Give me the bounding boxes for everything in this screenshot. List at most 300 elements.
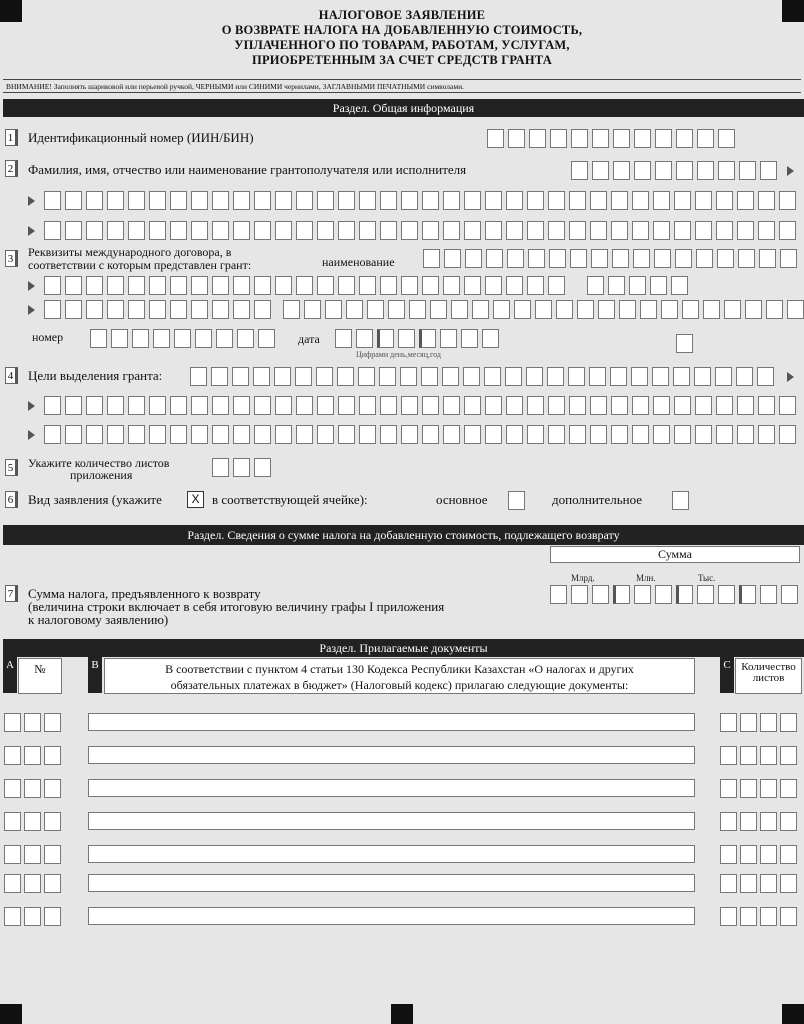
char-cell[interactable]	[780, 845, 797, 864]
char-cell[interactable]	[107, 396, 124, 415]
char-cell[interactable]	[527, 191, 544, 210]
char-cell[interactable]	[740, 779, 757, 798]
char-cell[interactable]	[90, 329, 107, 348]
char-cell[interactable]	[592, 161, 609, 180]
document-number-input[interactable]	[4, 746, 64, 765]
char-cell[interactable]	[212, 221, 229, 240]
char-cell[interactable]	[296, 191, 313, 210]
char-cell[interactable]	[233, 221, 250, 240]
char-cell[interactable]	[461, 329, 478, 348]
char-cell[interactable]	[24, 713, 41, 732]
char-cell[interactable]	[717, 249, 734, 268]
document-name-input[interactable]	[88, 779, 695, 797]
char-cell[interactable]	[506, 221, 523, 240]
char-cell[interactable]	[359, 191, 376, 210]
char-cell[interactable]	[528, 249, 545, 268]
char-cell[interactable]	[464, 396, 481, 415]
char-cell[interactable]	[673, 367, 690, 386]
char-cell[interactable]	[44, 191, 61, 210]
char-cell[interactable]	[760, 845, 777, 864]
document-number-input[interactable]	[4, 907, 64, 926]
char-cell[interactable]	[569, 221, 586, 240]
grantee-name-input-line-3[interactable]	[44, 221, 800, 240]
char-cell[interactable]	[780, 713, 797, 732]
char-cell[interactable]	[613, 129, 630, 148]
char-cell[interactable]	[170, 396, 187, 415]
char-cell[interactable]	[212, 191, 229, 210]
char-cell[interactable]	[653, 221, 670, 240]
char-cell[interactable]	[128, 300, 145, 319]
char-cell[interactable]	[253, 367, 270, 386]
char-cell[interactable]	[592, 585, 609, 604]
char-cell[interactable]	[24, 812, 41, 831]
char-cell[interactable]	[632, 221, 649, 240]
char-cell[interactable]	[316, 367, 333, 386]
char-cell[interactable]	[591, 249, 608, 268]
char-cell[interactable]	[737, 425, 754, 444]
grant-purpose-input-line-2[interactable]	[44, 396, 800, 415]
char-cell[interactable]	[430, 300, 447, 319]
char-cell[interactable]	[569, 191, 586, 210]
char-cell[interactable]	[296, 396, 313, 415]
document-sheets-input[interactable]	[720, 907, 800, 926]
char-cell[interactable]	[780, 907, 797, 926]
char-cell[interactable]	[401, 425, 418, 444]
grant-purpose-input-line-1[interactable]	[190, 367, 778, 386]
char-cell[interactable]	[527, 276, 544, 295]
char-cell[interactable]	[254, 276, 271, 295]
char-cell[interactable]	[720, 907, 737, 926]
char-cell[interactable]	[304, 300, 321, 319]
char-cell[interactable]	[611, 191, 628, 210]
char-cell[interactable]	[233, 276, 250, 295]
document-sheets-input[interactable]	[720, 779, 800, 798]
char-cell[interactable]	[766, 300, 783, 319]
char-cell[interactable]	[482, 329, 499, 348]
char-cell[interactable]	[451, 300, 468, 319]
char-cell[interactable]	[759, 249, 776, 268]
char-cell[interactable]	[661, 300, 678, 319]
treaty-number-input[interactable]	[90, 329, 279, 348]
char-cell[interactable]	[254, 396, 271, 415]
document-name-input[interactable]	[88, 907, 695, 925]
char-cell[interactable]	[275, 396, 292, 415]
char-cell[interactable]	[295, 367, 312, 386]
char-cell[interactable]	[780, 779, 797, 798]
char-cell[interactable]	[653, 396, 670, 415]
char-cell[interactable]	[377, 329, 394, 348]
char-cell[interactable]	[149, 396, 166, 415]
char-cell[interactable]	[423, 249, 440, 268]
char-cell[interactable]	[44, 713, 61, 732]
char-cell[interactable]	[44, 300, 61, 319]
char-cell[interactable]	[463, 367, 480, 386]
char-cell[interactable]	[724, 300, 741, 319]
treaty-extra-checkbox[interactable]	[676, 334, 697, 353]
char-cell[interactable]	[610, 367, 627, 386]
char-cell[interactable]	[631, 367, 648, 386]
char-cell[interactable]	[571, 161, 588, 180]
char-cell[interactable]	[107, 300, 124, 319]
char-cell[interactable]	[170, 191, 187, 210]
char-cell[interactable]	[191, 221, 208, 240]
char-cell[interactable]	[548, 425, 565, 444]
char-cell[interactable]	[338, 276, 355, 295]
char-cell[interactable]	[505, 367, 522, 386]
char-cell[interactable]	[4, 713, 21, 732]
char-cell[interactable]	[655, 129, 672, 148]
char-cell[interactable]	[737, 191, 754, 210]
char-cell[interactable]	[380, 276, 397, 295]
char-cell[interactable]	[570, 249, 587, 268]
char-cell[interactable]	[443, 276, 460, 295]
char-cell[interactable]	[232, 367, 249, 386]
char-cell[interactable]	[671, 276, 688, 295]
document-number-input[interactable]	[4, 812, 64, 831]
char-cell[interactable]	[44, 907, 61, 926]
char-cell[interactable]	[211, 367, 228, 386]
char-cell[interactable]	[212, 458, 229, 477]
char-cell[interactable]	[485, 276, 502, 295]
char-cell[interactable]	[317, 396, 334, 415]
char-cell[interactable]	[548, 396, 565, 415]
char-cell[interactable]	[740, 845, 757, 864]
char-cell[interactable]	[149, 191, 166, 210]
char-cell[interactable]	[212, 425, 229, 444]
char-cell[interactable]	[149, 425, 166, 444]
char-cell[interactable]	[338, 191, 355, 210]
char-cell[interactable]	[44, 221, 61, 240]
char-cell[interactable]	[233, 396, 250, 415]
char-cell[interactable]	[44, 396, 61, 415]
char-cell[interactable]	[758, 221, 775, 240]
document-name-input[interactable]	[88, 713, 695, 731]
char-cell[interactable]	[568, 367, 585, 386]
char-cell[interactable]	[506, 396, 523, 415]
char-cell[interactable]	[4, 907, 21, 926]
char-cell[interactable]	[4, 746, 21, 765]
char-cell[interactable]	[632, 425, 649, 444]
char-cell[interactable]	[65, 191, 82, 210]
char-cell[interactable]	[443, 191, 460, 210]
char-cell[interactable]	[465, 249, 482, 268]
char-cell[interactable]	[296, 276, 313, 295]
treaty-name-input-line-1[interactable]	[423, 249, 801, 268]
char-cell[interactable]	[589, 367, 606, 386]
char-cell[interactable]	[738, 249, 755, 268]
char-cell[interactable]	[317, 191, 334, 210]
char-cell[interactable]	[380, 425, 397, 444]
char-cell[interactable]	[629, 276, 646, 295]
char-cell[interactable]	[212, 300, 229, 319]
char-cell[interactable]	[549, 249, 566, 268]
char-cell[interactable]	[111, 329, 128, 348]
char-cell[interactable]	[720, 779, 737, 798]
char-cell[interactable]	[409, 300, 426, 319]
char-cell[interactable]	[191, 425, 208, 444]
char-cell[interactable]	[779, 425, 796, 444]
document-name-input[interactable]	[88, 845, 695, 863]
char-cell[interactable]	[634, 129, 651, 148]
char-cell[interactable]	[655, 161, 672, 180]
document-number-input[interactable]	[4, 713, 64, 732]
char-cell[interactable]	[720, 845, 737, 864]
char-cell[interactable]	[569, 425, 586, 444]
char-cell[interactable]	[760, 779, 777, 798]
char-cell[interactable]	[325, 300, 342, 319]
char-cell[interactable]	[760, 585, 777, 604]
attachment-sheets-count-input[interactable]	[212, 458, 275, 477]
char-cell[interactable]	[254, 300, 271, 319]
char-cell[interactable]	[608, 276, 625, 295]
char-cell[interactable]	[760, 161, 777, 180]
char-cell[interactable]	[485, 396, 502, 415]
document-sheets-input[interactable]	[720, 845, 800, 864]
char-cell[interactable]	[367, 300, 384, 319]
char-cell[interactable]	[577, 300, 594, 319]
char-cell[interactable]	[695, 191, 712, 210]
char-cell[interactable]	[359, 396, 376, 415]
char-cell[interactable]	[275, 425, 292, 444]
char-cell[interactable]	[398, 329, 415, 348]
char-cell[interactable]	[550, 585, 567, 604]
char-cell[interactable]	[548, 276, 565, 295]
char-cell[interactable]	[128, 221, 145, 240]
char-cell[interactable]	[613, 161, 630, 180]
type-additional-checkbox[interactable]	[672, 491, 693, 510]
document-sheets-input[interactable]	[720, 812, 800, 831]
char-cell[interactable]	[317, 425, 334, 444]
char-cell[interactable]	[401, 191, 418, 210]
char-cell[interactable]	[720, 874, 737, 893]
char-cell[interactable]	[485, 221, 502, 240]
char-cell[interactable]	[695, 396, 712, 415]
char-cell[interactable]	[191, 300, 208, 319]
char-cell[interactable]	[107, 221, 124, 240]
char-cell[interactable]	[514, 300, 531, 319]
char-cell[interactable]	[740, 874, 757, 893]
char-cell[interactable]	[507, 249, 524, 268]
char-cell[interactable]	[254, 221, 271, 240]
char-cell[interactable]	[571, 585, 588, 604]
char-cell[interactable]	[493, 300, 510, 319]
char-cell[interactable]	[44, 812, 61, 831]
char-cell[interactable]	[24, 746, 41, 765]
char-cell[interactable]	[44, 425, 61, 444]
char-cell[interactable]	[44, 874, 61, 893]
char-cell[interactable]	[740, 746, 757, 765]
char-cell[interactable]	[760, 907, 777, 926]
char-cell[interactable]	[443, 425, 460, 444]
char-cell[interactable]	[233, 191, 250, 210]
char-cell[interactable]	[132, 329, 149, 348]
char-cell[interactable]	[422, 276, 439, 295]
char-cell[interactable]	[760, 746, 777, 765]
char-cell[interactable]	[174, 329, 191, 348]
char-cell[interactable]	[335, 329, 352, 348]
char-cell[interactable]	[464, 425, 481, 444]
document-sheets-input[interactable]	[720, 746, 800, 765]
char-cell[interactable]	[675, 249, 692, 268]
char-cell[interactable]	[716, 221, 733, 240]
char-cell[interactable]	[4, 812, 21, 831]
char-cell[interactable]	[611, 221, 628, 240]
char-cell[interactable]	[346, 300, 363, 319]
char-cell[interactable]	[472, 300, 489, 319]
char-cell[interactable]	[464, 191, 481, 210]
char-cell[interactable]	[419, 329, 436, 348]
char-cell[interactable]	[697, 161, 714, 180]
char-cell[interactable]	[506, 425, 523, 444]
char-cell[interactable]	[359, 425, 376, 444]
char-cell[interactable]	[380, 396, 397, 415]
char-cell[interactable]	[464, 276, 481, 295]
char-cell[interactable]	[720, 746, 737, 765]
char-cell[interactable]	[716, 425, 733, 444]
char-cell[interactable]	[170, 300, 187, 319]
char-cell[interactable]	[233, 425, 250, 444]
char-cell[interactable]	[212, 276, 229, 295]
char-cell[interactable]	[506, 191, 523, 210]
char-cell[interactable]	[674, 191, 691, 210]
char-cell[interactable]	[780, 812, 797, 831]
char-cell[interactable]	[216, 329, 233, 348]
char-cell[interactable]	[703, 300, 720, 319]
char-cell[interactable]	[233, 300, 250, 319]
char-cell[interactable]	[676, 585, 693, 604]
char-cell[interactable]	[422, 396, 439, 415]
char-cell[interactable]	[613, 585, 630, 604]
char-cell[interactable]	[170, 221, 187, 240]
char-cell[interactable]	[716, 191, 733, 210]
char-cell[interactable]	[740, 812, 757, 831]
char-cell[interactable]	[611, 425, 628, 444]
char-cell[interactable]	[697, 585, 714, 604]
char-cell[interactable]	[65, 276, 82, 295]
char-cell[interactable]	[4, 845, 21, 864]
char-cell[interactable]	[535, 300, 552, 319]
char-cell[interactable]	[695, 425, 712, 444]
char-cell[interactable]	[24, 874, 41, 893]
char-cell[interactable]	[694, 367, 711, 386]
char-cell[interactable]	[736, 367, 753, 386]
treaty-name-input-line-2[interactable]	[44, 276, 692, 295]
grantee-name-input-line-2[interactable]	[44, 191, 800, 210]
char-cell[interactable]	[191, 276, 208, 295]
char-cell[interactable]	[86, 396, 103, 415]
char-cell[interactable]	[65, 425, 82, 444]
char-cell[interactable]	[296, 221, 313, 240]
char-cell[interactable]	[506, 276, 523, 295]
char-cell[interactable]	[650, 276, 667, 295]
char-cell[interactable]	[757, 367, 774, 386]
char-cell[interactable]	[682, 300, 699, 319]
document-name-input[interactable]	[88, 874, 695, 892]
char-cell[interactable]	[655, 585, 672, 604]
char-cell[interactable]	[611, 396, 628, 415]
char-cell[interactable]	[254, 458, 271, 477]
char-cell[interactable]	[674, 221, 691, 240]
iin-bin-input[interactable]	[487, 129, 739, 148]
char-cell[interactable]	[65, 221, 82, 240]
char-cell[interactable]	[86, 276, 103, 295]
char-cell[interactable]	[380, 221, 397, 240]
char-cell[interactable]	[526, 367, 543, 386]
grant-purpose-input-line-3[interactable]	[44, 425, 800, 444]
char-cell[interactable]	[275, 191, 292, 210]
char-cell[interactable]	[484, 367, 501, 386]
char-cell[interactable]	[380, 191, 397, 210]
char-cell[interactable]	[676, 161, 693, 180]
char-cell[interactable]	[379, 367, 396, 386]
char-cell[interactable]	[401, 396, 418, 415]
char-cell[interactable]	[170, 276, 187, 295]
char-cell[interactable]	[718, 161, 735, 180]
char-cell[interactable]	[634, 161, 651, 180]
char-cell[interactable]	[640, 300, 657, 319]
char-cell[interactable]	[191, 396, 208, 415]
char-cell[interactable]	[422, 425, 439, 444]
char-cell[interactable]	[653, 191, 670, 210]
char-cell[interactable]	[44, 845, 61, 864]
char-cell[interactable]	[718, 585, 735, 604]
document-name-input[interactable]	[88, 812, 695, 830]
vat-refund-amount-input[interactable]	[550, 585, 802, 604]
document-sheets-input[interactable]	[720, 874, 800, 893]
treaty-date-input[interactable]	[335, 329, 503, 348]
char-cell[interactable]	[274, 367, 291, 386]
char-cell[interactable]	[740, 907, 757, 926]
treaty-name-input-line-3[interactable]	[44, 300, 804, 319]
char-cell[interactable]	[508, 129, 525, 148]
char-cell[interactable]	[440, 329, 457, 348]
char-cell[interactable]	[356, 329, 373, 348]
char-cell[interactable]	[388, 300, 405, 319]
char-cell[interactable]	[359, 221, 376, 240]
char-cell[interactable]	[487, 129, 504, 148]
char-cell[interactable]	[739, 585, 756, 604]
char-cell[interactable]	[191, 191, 208, 210]
document-sheets-input[interactable]	[720, 713, 800, 732]
char-cell[interactable]	[443, 221, 460, 240]
char-cell[interactable]	[760, 812, 777, 831]
char-cell[interactable]	[237, 329, 254, 348]
char-cell[interactable]	[317, 221, 334, 240]
char-cell[interactable]	[548, 191, 565, 210]
char-cell[interactable]	[590, 221, 607, 240]
char-cell[interactable]	[632, 396, 649, 415]
char-cell[interactable]	[652, 367, 669, 386]
char-cell[interactable]	[758, 396, 775, 415]
char-cell[interactable]	[779, 396, 796, 415]
char-cell[interactable]	[737, 221, 754, 240]
char-cell[interactable]	[233, 458, 250, 477]
char-cell[interactable]	[65, 300, 82, 319]
char-cell[interactable]	[149, 221, 166, 240]
char-cell[interactable]	[258, 329, 275, 348]
char-cell[interactable]	[422, 191, 439, 210]
char-cell[interactable]	[401, 221, 418, 240]
char-cell[interactable]	[527, 221, 544, 240]
char-cell[interactable]	[444, 249, 461, 268]
char-cell[interactable]	[590, 191, 607, 210]
char-cell[interactable]	[619, 300, 636, 319]
char-cell[interactable]	[296, 425, 313, 444]
char-cell[interactable]	[401, 276, 418, 295]
char-cell[interactable]	[780, 874, 797, 893]
char-cell[interactable]	[556, 300, 573, 319]
char-cell[interactable]	[715, 367, 732, 386]
